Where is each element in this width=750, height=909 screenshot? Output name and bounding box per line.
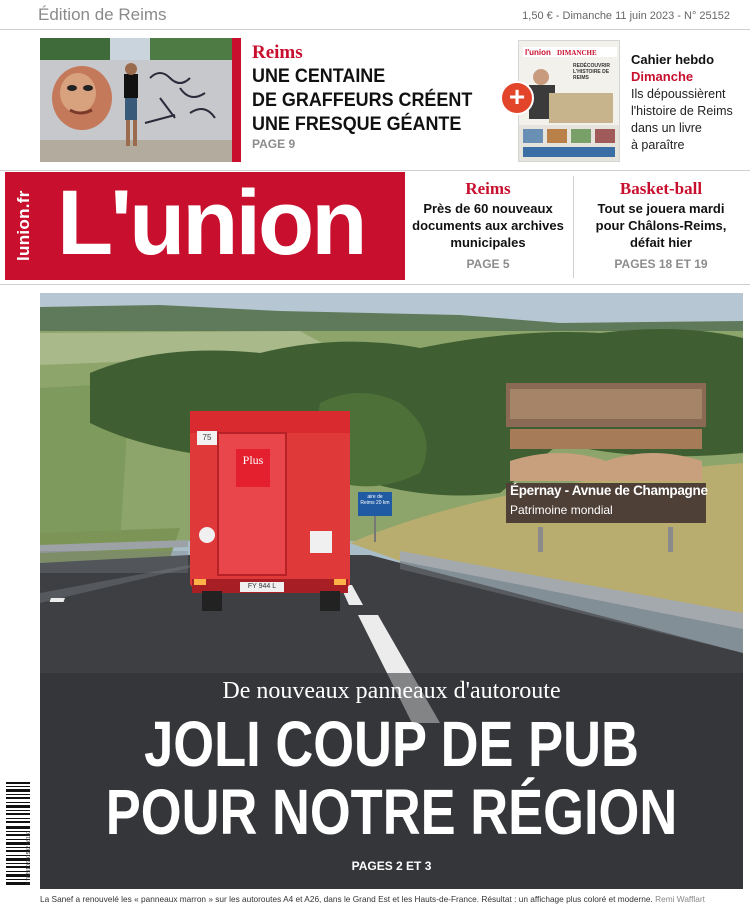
- magazine-logo-text: l'union: [525, 48, 551, 57]
- graffiti-headline-line: UNE CENTAINE: [252, 65, 386, 87]
- photo-caption: [40, 894, 746, 904]
- magazine-headline-2: L'HISTOIRE DE: [573, 69, 610, 75]
- issue-info: 1,50 € - Dimanche 11 juin 2023 - N° 25152: [522, 10, 730, 22]
- archives-headline-line: Près de 60 nouveaux: [423, 201, 553, 216]
- barcode: [4, 780, 32, 887]
- archives-kicker: Reims: [465, 179, 511, 198]
- graffiti-headline-line: DE GRAFFEURS CRÉENT: [252, 89, 473, 111]
- cahier-body: [631, 86, 741, 154]
- basket-headline[interactable]: [578, 200, 744, 251]
- main-headline[interactable]: [40, 710, 743, 846]
- archives-page-ref: PAGE 5: [466, 257, 510, 271]
- van-logo: Plus: [236, 449, 270, 487]
- cahier-body-line: dans un livre: [631, 121, 702, 135]
- edition-label: Édition de Reims: [38, 5, 167, 24]
- barcode-graphic: [4, 780, 32, 887]
- main-page-ref: PAGES 2 ET 3: [351, 859, 432, 873]
- cahier-body-line: à paraître: [631, 138, 685, 152]
- cahier-body-line: l'histoire de Reims: [631, 104, 733, 118]
- caption-text: La Sanef a renouvelé les « panneaux marron » sur les autoroutes A4 et A26, dans le Grand Est et les Hauts-de-France. Résultat : un affichage plus coloré et moderne.: [40, 894, 653, 904]
- magazine-headline-1: REDÉCOUVRIR: [573, 63, 610, 69]
- archives-headline-line: municipales: [450, 235, 526, 250]
- cahier-day: Dimanche: [631, 69, 694, 84]
- divider: [0, 170, 750, 171]
- main-subhead: De nouveaux panneaux d'autoroute: [222, 678, 561, 704]
- graffiti-photo[interactable]: [40, 38, 232, 162]
- basket-page-ref: PAGES 18 ET 19: [614, 257, 708, 271]
- archives-headline-line: documents aux archives: [412, 218, 564, 233]
- main-headline-line: JOLI COUP DE PUB: [144, 708, 639, 780]
- sign-line-2: Patrimoine mondial: [510, 503, 613, 517]
- magazine-headline-3: REIMS: [573, 75, 589, 81]
- graffiti-illustration: [40, 38, 232, 162]
- graffiti-headline-line: UNE FRESQUE GÉANTE: [252, 113, 462, 135]
- newspaper-logo[interactable]: L'union: [57, 172, 365, 274]
- barcode-digits: 3 782910 901502 06110: [26, 831, 32, 885]
- magazine-illustration: [519, 41, 620, 162]
- main-headline-line: POUR NOTRE RÉGION: [105, 776, 678, 848]
- site-url[interactable]: lunion.fr: [14, 190, 33, 262]
- graffiti-kicker: Reims: [252, 42, 303, 63]
- accent-bar: [232, 38, 241, 162]
- basket-headline-line: défait hier: [629, 235, 693, 250]
- basket-headline-line: pour Châlons-Reims,: [595, 218, 727, 233]
- top-bar: [0, 0, 750, 30]
- vertical-divider: [573, 176, 574, 278]
- photo-credit: Remi Wafflart: [655, 894, 705, 904]
- sign-line-1: Épernay - Avnue de Champagne: [510, 483, 708, 498]
- graffiti-headline[interactable]: [252, 64, 482, 136]
- masthead[interactable]: [5, 172, 405, 280]
- van-number: 75: [197, 431, 217, 445]
- archives-headline[interactable]: [404, 200, 572, 251]
- graffiti-page-ref: PAGE 9: [252, 137, 296, 151]
- divider: [0, 284, 750, 285]
- van-plate: FY 944 L: [240, 582, 284, 592]
- magazine-logo-sub: DIMANCHE: [557, 49, 597, 57]
- cahier-body-line: Ils dépoussièrent: [631, 87, 726, 101]
- basket-kicker: Basket-ball: [619, 179, 703, 198]
- basket-headline-line: Tout se jouera mardi: [597, 201, 725, 216]
- cahier-title[interactable]: Cahier hebdo: [631, 52, 715, 67]
- blue-panel-text: aire de Reims 20 km: [360, 494, 390, 506]
- plus-icon: +: [500, 81, 534, 115]
